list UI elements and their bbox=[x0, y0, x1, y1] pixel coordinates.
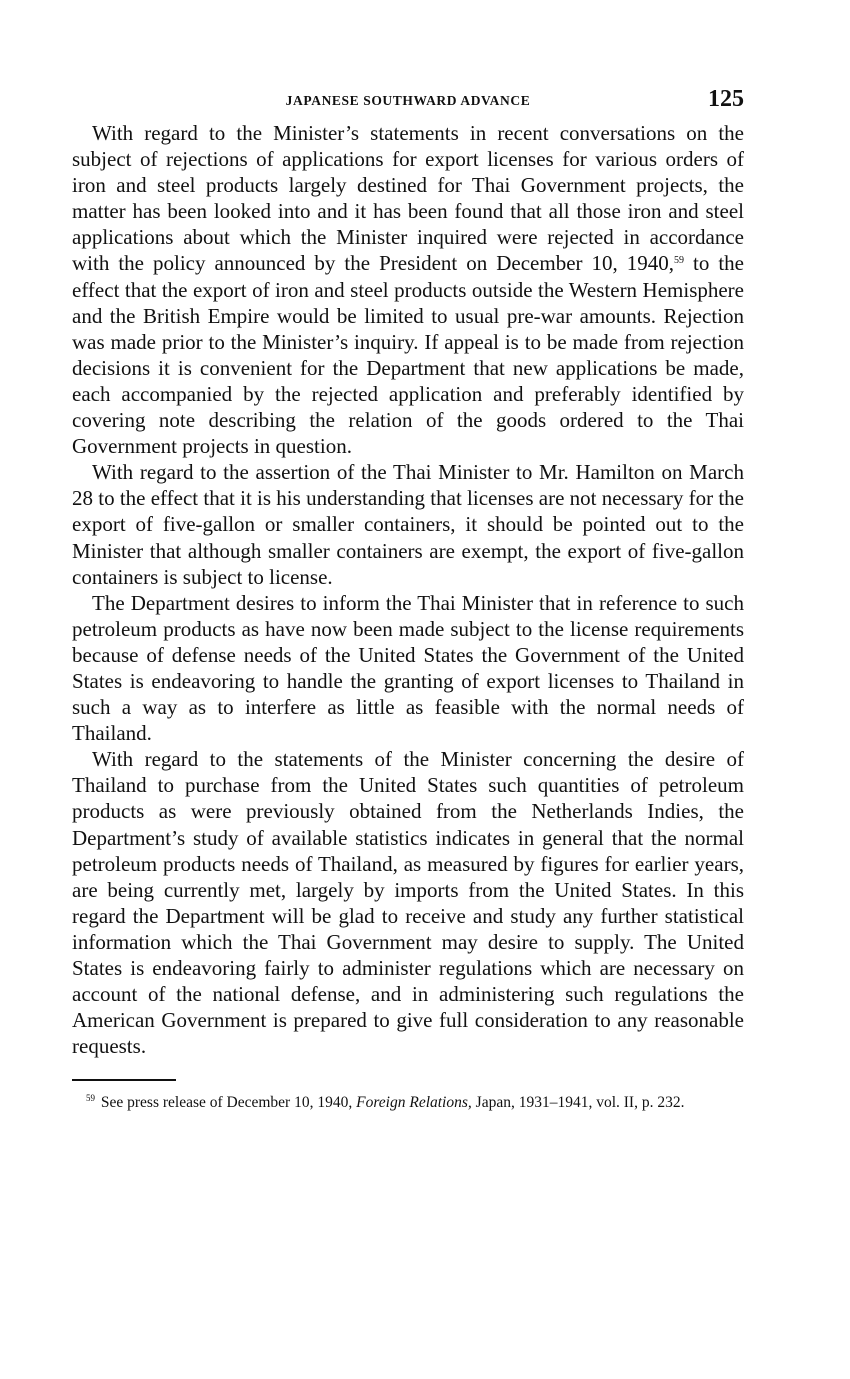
document-page bbox=[72, 86, 744, 1112]
footnote-divider bbox=[72, 1079, 176, 1081]
body-text bbox=[72, 120, 744, 1059]
paragraph-3: The Department desires to inform the Thai Minister that in reference to such petroleum products as have now been made subject to the license requirements because of defense needs of the United States the Government of the United States is endeavoring to handle the granting of export licenses to Thailand in such a way as to interfere as little as feasible with the normal needs of Thailand. bbox=[72, 590, 744, 746]
footnote-marker: 59 bbox=[86, 1093, 95, 1104]
footnote-source-title: Foreign Relations, bbox=[356, 1094, 472, 1112]
paragraph-2: With regard to the assertion of the Thai Minister to Mr. Hamilton on March 28 to the effect that it is his understanding that licenses are not necessary for the export of five-gallon or smaller containers, it should be pointed out to the Minister that although smaller containers are exempt, the export of five-gallon containers is subject to license. bbox=[72, 460, 744, 589]
page-number: 125 bbox=[708, 86, 744, 112]
footnote bbox=[72, 1095, 744, 1112]
running-title: JAPANESE SOUTHWARD ADVANCE bbox=[285, 93, 531, 108]
paragraph-1-text-a: With regard to the Minister’s statements in recent conversations on the subject of rejections of applications for export licenses for various orders of iron and steel products largely destined for Thai Government projects, the matter has been looked into and it has been found that all those iron and steel applications about which the Minister inquired were rejected in accordance with the policy announced by the President on December 10, 1940, bbox=[72, 121, 744, 276]
footnote-text-a: See press release of December 10, 1940, bbox=[97, 1094, 357, 1112]
paragraph-4: With regard to the statements of the Minister concerning the desire of Thailand to purchase from the United States such quantities of petroleum products as were previously obtained from the Netherlands Indies, the Department’s study of available statistics indicates in general that the normal petroleum products needs of Thailand, as measured by figures for earlier years, are being currently met, largely by imports from the United States. In this regard the Department will be glad to receive and study any further statistical information which the Thai Government may desire to supply. The United States is endeavoring fairly to administer regulations which are necessary on account of the national defense, and in administering such regulations the American Government is prepared to give full consideration to any reasonable requests. bbox=[72, 747, 744, 1059]
paragraph-1-text-b: to the effect that the export of iron and steel products outside the Western Hemisphere and the British Empire would be limited to usual pre-war amounts. Rejection was made prior to the Minister’s inquiry. If appeal is to be made from rejection decisions it is convenient for the Department that new applications be made, each accompanied by the rejected application and preferably identified by covering note describing the relation of the goods ordered to the Thai Government projects in question. bbox=[72, 251, 745, 459]
running-header bbox=[72, 86, 744, 120]
footnote-reference: 59 bbox=[674, 255, 685, 267]
footnote-text-b: Japan, 1931–1941, vol. II, p. 232. bbox=[471, 1094, 685, 1112]
paragraph-1 bbox=[72, 120, 744, 459]
